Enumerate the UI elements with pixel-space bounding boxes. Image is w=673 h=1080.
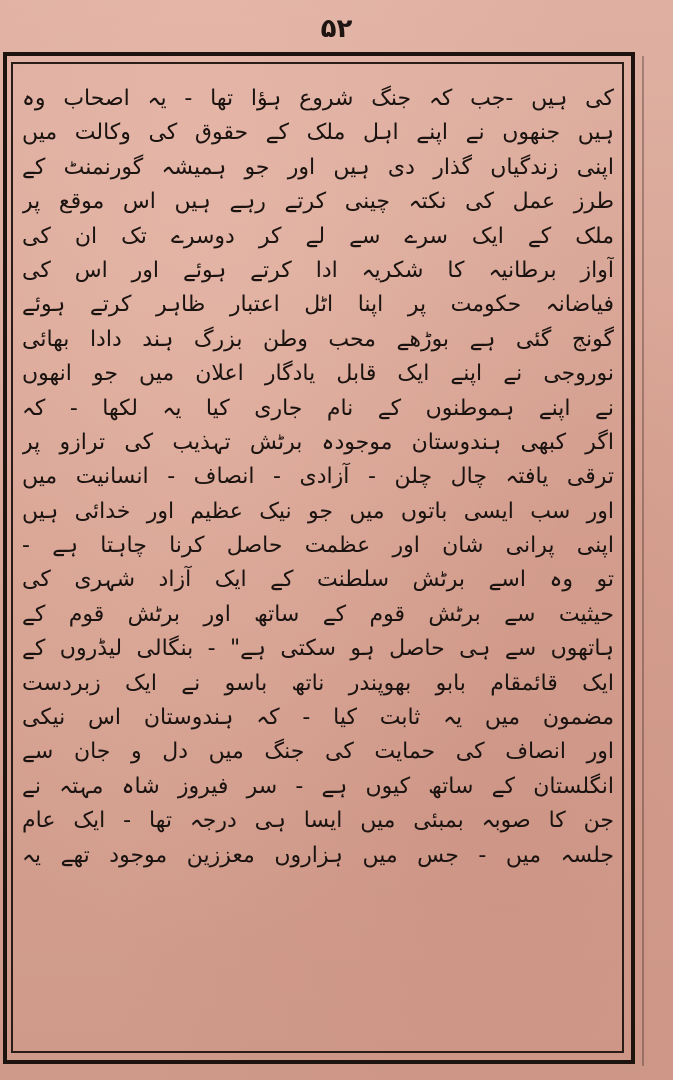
text-line: کی ہیں -جب کہ جنگ شروع ہؤا تھا - یہ اصحاب وہ xyxy=(22,86,614,111)
text-line: ہاتھوں سے ہی حاصل ہو سکتی ہے" - بنگالی لیڈروں کے xyxy=(22,636,614,662)
text-line: فیاضانہ حکومت پر اپنا اٹل اعتبار ظاہر کرتے ہوئے xyxy=(22,292,614,318)
text-line: ایک قائمقام بابو بھوپندر ناتھ باسو نے ایک زبردست xyxy=(22,670,614,696)
text-line: انگلستان کے ساتھ کیوں ہے - سر فیروز شاہ مہتہ نے xyxy=(22,773,614,799)
text-line: اگر کبھی ہندوستان موجودہ برٹش تہذیب کی ترازو پر xyxy=(22,429,614,455)
text-line: اور انصاف کی حمایت کی جنگ میں دل و جان سے xyxy=(22,739,614,765)
text-line: گونج گئی ہے بوڑھے محب وطن بزرگ ہند دادا بھائی xyxy=(22,326,614,352)
text-line: نوروجی نے اپنے ایک قابل یادگار اعلان میں جو انھوں xyxy=(22,361,614,387)
text-line: اپنی زندگیاں گذار دی ہیں اور جو ہمیشہ گورنمنٹ کے xyxy=(22,154,614,180)
text-line: آواز برطانیہ کا شکریہ ادا کرتے ہوئے اور اس کی xyxy=(22,257,614,283)
text-body xyxy=(22,82,614,1042)
text-line: اپنی پرانی شان اور عظمت حاصل کرنا چاہتا ہے - xyxy=(22,533,614,559)
text-line: حیثیت سے برٹش قوم کے ساتھ اور برٹش قوم کے xyxy=(22,601,614,627)
text-line: مضمون میں یہ ثابت کیا - کہ ہندوستان اس نیکی xyxy=(22,705,614,731)
binding-shadow xyxy=(642,56,644,1066)
text-line: جلسہ میں - جس میں ہزاروں معززین موجود تھے یہ xyxy=(22,842,614,868)
text-line: جن کا صوبہ بمبئی میں ایسا ہی درجہ تھا - ایک عام xyxy=(22,808,614,834)
text-line: ترقی یافتہ چال چلن - آزادی - انصاف - انسانیت میں xyxy=(22,464,614,490)
page-number: ۵۲ xyxy=(320,14,353,44)
text-line: ملک کے ایک سرے سے لے کر دوسرے تک ان کی xyxy=(22,223,614,249)
text-line: نے اپنے ہموطنوں کے نام جاری کیا یہ لکھا - کہ xyxy=(22,395,614,421)
text-line: اور سب ایسی باتوں میں جو نیک عظیم اور خدائی ہیں xyxy=(22,498,614,524)
text-line: تو وہ اسے برٹش سلطنت کے ایک آزاد شہری کی xyxy=(22,567,614,593)
text-line: ہیں جنھوں نے اپنے اہل ملک کے حقوق کی وکالت میں xyxy=(22,120,614,146)
text-line: طرز عمل کی نکتہ چینی کرتے رہے ہیں اس موقع پر xyxy=(22,189,614,215)
